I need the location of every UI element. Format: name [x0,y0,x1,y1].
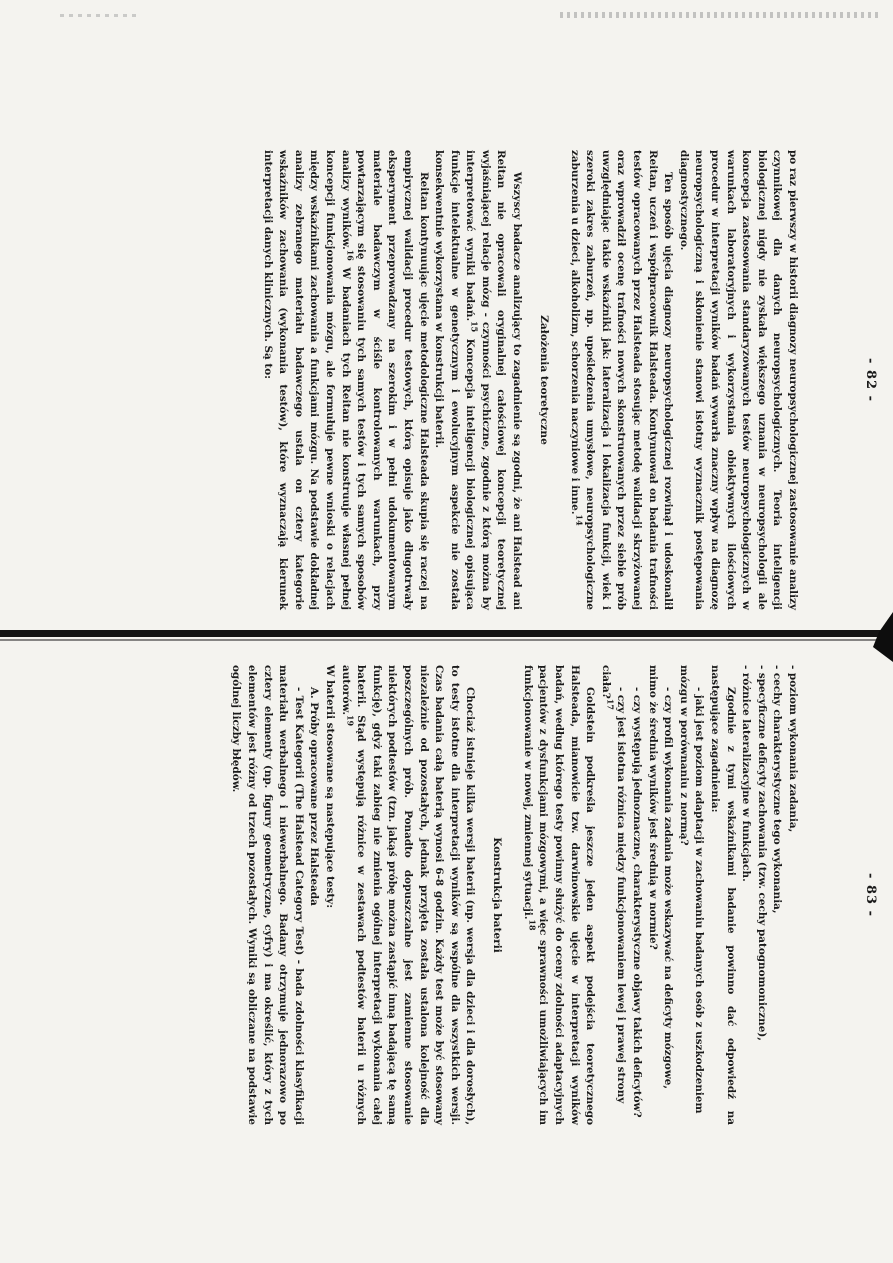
paragraph [337,665,477,1125]
paragraph [566,150,675,610]
page-number: - 82 - [863,358,878,402]
list-item: - poziom wykonania zadania, [787,665,799,833]
scan-noise-top-left [60,14,140,17]
list-item: - czy profil wykonania zadania może wskazywać na deficyty mózgowe, mimo że średnia wyników jest średnią w normie? [646,665,675,1090]
paragraph [431,150,525,610]
paragraph: - Test Kategorii (The Halstead Category Test) - bada zdolności klasyfikacji materiału werbalnego i niewerbalnego. Badany otrzymuje jednorazowo po cztery elementy (np. figury geometryczne, cyfry) i ma określić, który z tych elementów jest różny od trzech pozostałych. Wyniki są obliczane na podstawie ogólnej liczby błędów. [230,665,305,1125]
list-item: - cechy charakterystyczne tego wykonania, [771,665,784,914]
page-83 [110,665,878,1125]
list-item-text: - czy jest istotna różnica między funkcjonowaniem lewej i prawej strony ciała? [599,665,628,1104]
subsection-label: A. Próby opracowane przez Halsteada [308,687,321,906]
indicator-list [738,665,800,1125]
scan-noise-top [560,12,880,18]
scan-edge-mark [873,612,893,662]
paragraph-text: Wszyscy badacze analizujący to zagadnienie są zgodni, że ani Halstead ani Reitan nie opracowali oryginalnej całościowej koncepcji teoretycznej wyjaśniającej relacje mózg - czynności psychiczne, zgodnie z którą można by interpretować wyniki badań. [464,150,524,610]
paragraph [519,665,597,1125]
paragraph-text: W badaniach tych Reitan nie konstruuje własnej pełnej koncepcji funkcjonowania mózgu, ale formułuje pewne wnioski o relacjach między wskaźnikami zachowania a funkcjami mózgu. Na podstawie dokładnej analizy zebranego materiału badawczego ustala on cztery kategorie wskaźników zachowania (wykonania testów), które wyznaczają kierunek interpretacji danych klinicznych. Są to: [261,150,352,610]
section-heading: Założenia teoretyczne [538,315,551,445]
page-82 [110,150,878,610]
paragraph-text: Koncepcja inteligencji biologicznej opisująca funkcje intelektualne w genetycznym i ewolucyjnym aspekcie nie została konsekwentnie wykorzystana w konstrukcji baterii. [433,150,477,610]
footnote-ref: 17 [605,698,616,710]
footnote-ref: 14 [574,514,585,526]
paragraph: po raz pierwszy w historii diagnozy neuropsychologicznej zastosowanie analizy czynnikowej dla danych neuropsychologicznych. Teoria inteligencji biologicznej nigdy nie zyskała większego uznania w neuropsychologii ale koncepcja zastosowania standaryzowanych testów neuropsychologicznych w warunkach laboratoryjnych i wykorzystania obiektywnych ilościowych procedur w interpretacji wyników badań wywarła znaczny wpływ na diagnozę neuropsychologiczną i skłonienie stanowi istotny wyznacznik postępowania diagnostycznego. [677,150,799,610]
paragraph: W baterii stosowane są następujące testy: [323,665,336,909]
section-heading: Konstrukcja baterii [491,837,504,953]
footnote-ref: 15 [469,321,480,333]
list-item: - różnice lateralizacyjne w funkcjach. [740,665,753,882]
footnote-ref: 19 [345,714,356,727]
list-item: - czy występują jednoznaczne, charakterystyczne objawy takich deficytów? [631,687,644,1118]
footnote-ref: 16 [345,249,356,261]
paragraph-text: Chociaż istnieje kilka wersji baterii (np. wersja dla dzieci i dla dorosłych), to testy istotne dla interpretacji wyników są wspólne dla wszystkich wersji. Czas badania całą baterią wynosi 6-8 godzin. Każdy test może być stosowany niezależnie od pozostałych, jednak przyjęta została ustalona kolejność dla poszczególnych prób. Ponadto dopuszczalne jest zamienne stosowanie niektórych podtestów (tzn. jakąś próbę można zastąpić inną badającą tę samą funkcję), gdyż taki zabieg nie zmienia ogólnej interpretacji wykonania całej baterii. Stąd występują różnice w zestawach podtestów baterii u różnych autorów. [339,665,477,1125]
list-item: - specyficzne deficyty zachowania (tzw. cechy patognomoniczne), [755,665,768,1041]
question-list [597,665,706,1125]
footnote-ref: 18 [527,919,538,931]
paragraph: Zgodnie z tymi wskaźnikami badanie powinno dać odpowiedź na następujące zagadnienia: [709,665,737,1125]
page-fold-shadow [0,639,893,641]
paragraph-text: Reitan kontynuując ujęcie metodologiczne Halsteada skupia się raczej na empirycznej walidacji procedur testowych, którą opisuje jako długotrwały eksperyment przeprowadzany na szerokim i w pełni udokumentowanym materiale badawczym w ściśle kontrolowanych warunkach, przy powtarzającym się stosowaniu tych samych testów i tych samych sposobów analizy wyników. [339,150,430,610]
paragraph-text: Goldstein podkreśla jeszcze jeden aspekt podejścia teoretycznego Halsteada, mianowicie tzw. darwinowskie ujęcie w interpretacji wyników badań, według którego testy powinny służyć do oceny zdolności adaptacyjnych pacjentów z dysfunkcjami mózgowymi, a więc sprawności umożliwiających im funkcjonowanie w nowej, zmiennej sytuacji. [521,665,597,1125]
paragraph [259,150,431,610]
page-fold-divider [0,630,893,637]
list-item [597,665,628,1125]
page-number: - 83 - [863,873,878,917]
list-item: - jaki jest poziom adaptacji w zachowaniu badanych osób z uszkodzeniem mózgu w porównaniu z normą? [677,665,706,1114]
paragraph-text: Ten sposób ujęcia diagnozy neuropsychologicznej rozwinął i udoskonalił Reitan, uczeń i współpracownik Halsteada. Kontynuował on badania trafności testów opracowanych przez Halsteada stosując metodę walidacji skrzyżowanej oraz wprowadził ocenę trafności nowych skonstruowanych przez siebie prób uwzględniając takie wskaźniki jak: lateralizacja i lokalizacja funkcji, wiek i szeroki zakres zaburzeń, np. upośledzenia umysłowe, neuropsychologiczne zaburzenia u dzieci, alkoholizm, schorzenia naczyniowe i inne. [568,150,675,610]
